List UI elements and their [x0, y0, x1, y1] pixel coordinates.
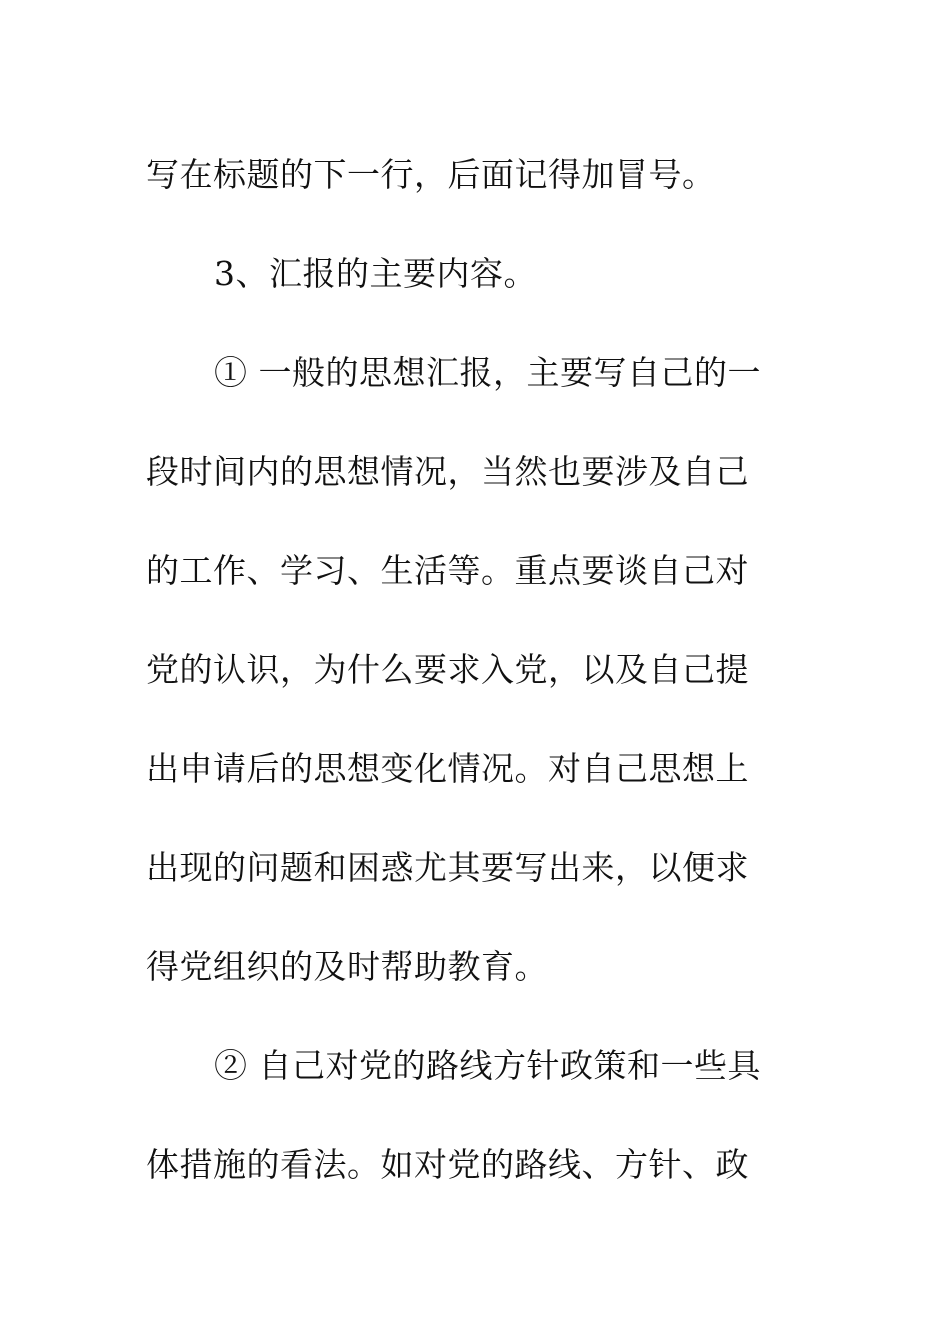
text-line: 得党组织的及时帮助教育。: [146, 947, 548, 986]
text-line: 党的认识，为什么要求入党，以及自己提: [146, 650, 749, 689]
document-body: [146, 125, 806, 1214]
text-line: 的工作、学习、生活等。重点要谈自己对: [146, 551, 749, 590]
section-heading: 3、汇报的主要内容。: [214, 254, 537, 293]
text-line: 段时间内的思想情况，当然也要涉及自己: [146, 452, 749, 491]
text-line: 体措施的看法。如对党的路线、方针、政: [146, 1145, 749, 1184]
paragraph-start: ② 自己对党的路线方针政策和一些具: [214, 1046, 761, 1085]
paragraph-start: ① 一般的思想汇报，主要写自己的一: [214, 353, 761, 392]
text-line: 出申请后的思想变化情况。对自己思想上: [146, 749, 749, 788]
text-line: 写在标题的下一行，后面记得加冒号。: [146, 155, 716, 194]
text-line: 出现的问题和困惑尤其要写出来，以便求: [146, 848, 749, 887]
